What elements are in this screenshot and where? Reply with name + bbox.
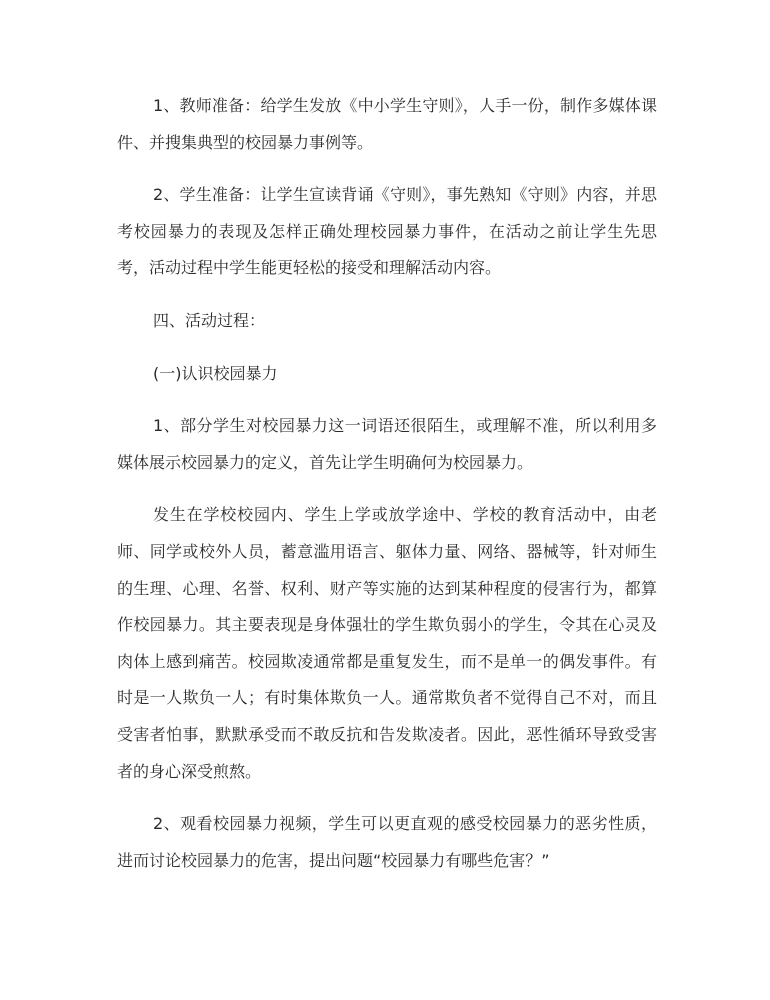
- paragraph-watch-video: 2、观看校园暴力视频，学生可以更直观的感受校园暴力的恶劣性质，进而讨论校园暴力的危害，提出问题“校园暴力有哪些危害？”: [117, 814, 657, 870]
- paragraph-definition: 发生在学校校园内、学生上学或放学途中、学校的教育活动中，由老师、同学或校外人员，蓄意滥用语言、躯体力量、网络、器械等，针对师生的生理、心理、名誉、权利、财产等实施的达到某种程度的侵害行为，都算作校园暴力。其主要表现是身体强壮的学生欺负弱小的学生，令其在心灵及肉体上感到痛苦。校园欺凌通常都是重复发生，而不是单一的偶发事件。有时是一人欺负一人；有时集体欺负一人。通常欺负者不觉得自己不对，而且受害者怕事，默默承受而不敢反抗和告发欺凌者。因此，恶性循环导致受害者的身心深受煎熬。: [117, 505, 657, 781]
- section-heading-activity-process: 四、活动过程：: [153, 310, 266, 330]
- subheading-understand-school-violence: (一)认识校园暴力: [153, 363, 278, 383]
- document-body: [117, 88, 657, 895]
- paragraph-definition-intro: 1、部分学生对校园暴力这一词语还很陌生，或理解不准，所以利用多媒体展示校园暴力的定义，首先让学生明确何为校园暴力。: [117, 416, 657, 472]
- paragraph-teacher-preparation: 1、教师准备：给学生发放《中小学生守则》，人手一份，制作多媒体课件、并搜集典型的校园暴力事例等。: [117, 96, 657, 152]
- paragraph-student-preparation: 2、学生准备：让学生宣读背诵《守则》，事先熟知《守则》内容，并思考校园暴力的表现及怎样正确处理校园暴力事件，在活动之前让学生先思考，活动过程中学生能更轻松的接受和理解活动内容。: [117, 185, 657, 278]
